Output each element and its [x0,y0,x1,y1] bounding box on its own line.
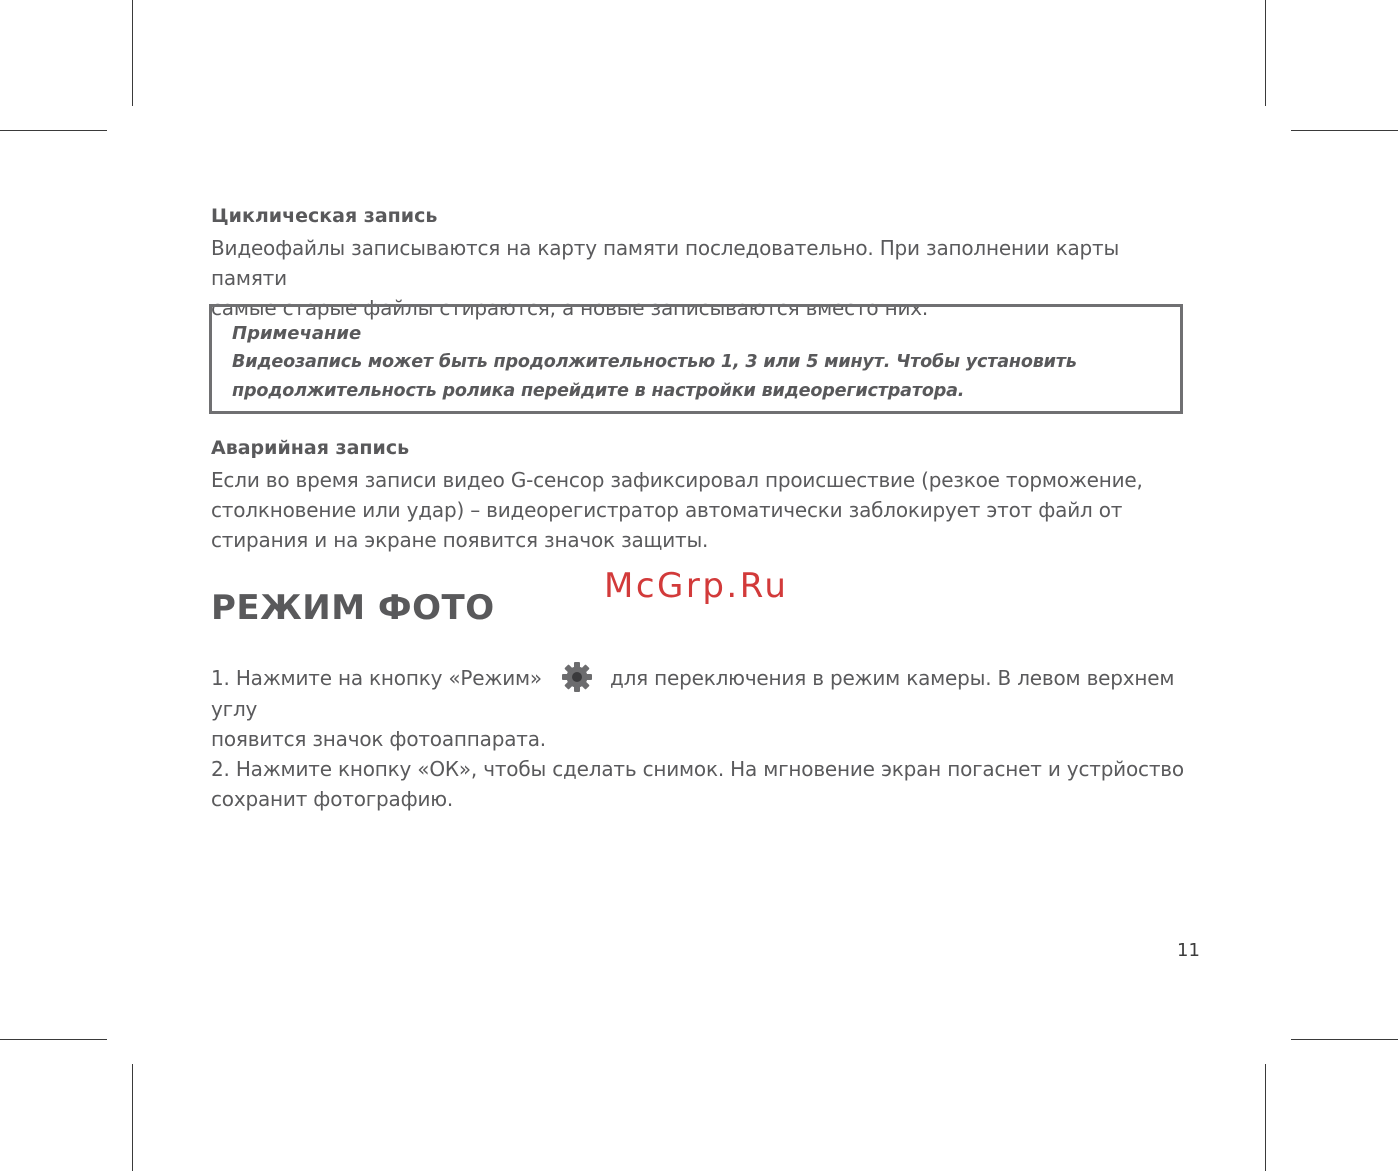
crop-mark-bottom-right-horizontal [1291,1039,1398,1040]
note-line-1: Видеозапись может быть продолжительностью 1, 3 или 5 минут. Чтобы установить [232,352,1077,372]
cyclic-recording-line-2: самые старые файлы стираются, а новые записываются вместо них. [211,296,929,320]
crop-mark-bottom-left-horizontal [0,1039,107,1040]
crop-mark-bottom-left-vertical [132,1064,133,1171]
emergency-recording-heading: Аварийная запись [211,437,410,459]
gear-icon [560,660,594,694]
photo-step-1-text-before-icon: 1. Нажмите на кнопку «Режим» [211,666,542,690]
page-number: 11 [1177,940,1200,961]
emergency-recording-line-3: стирания и на экране появится значок защиты. [211,528,709,552]
note-line-2: продолжительность ролика перейдите в настройки видеорегистратора. [232,381,965,401]
emergency-recording-line-2: столкновение или удар) – видеорегистратор автоматически заблокирует этот файл от [211,498,1123,522]
crop-mark-top-right-vertical [1265,0,1266,106]
photo-step-1-line-1 [211,660,1201,724]
emergency-recording-section [211,432,1191,555]
photo-mode-title: РЕЖИМ ФОТО [211,588,495,628]
cyclic-recording-heading: Циклическая запись [211,205,438,227]
photo-step-2-line-2: сохранит фотографию. [211,787,454,811]
watermark: McGrp.Ru [604,566,789,606]
photo-step-1-text-after-icon: для переключения в режим камеры. В левом верхнем углу [211,666,1175,721]
crop-mark-bottom-right-vertical [1265,1064,1266,1171]
emergency-recording-line-1: Если во время записи видео G-сенсор зафиксировал происшествие (резкое торможение, [211,468,1143,492]
cyclic-recording-line-1: Видеофайлы записываются на карту памяти последовательно. При заполнении карты памяти [211,236,1120,290]
photo-mode-instructions [211,660,1201,814]
note-box [209,304,1183,414]
crop-mark-top-right-horizontal [1291,130,1398,131]
crop-mark-top-left-vertical [132,0,133,106]
photo-step-1-line-2: появится значок фотоаппарата. [211,727,546,751]
crop-mark-top-left-horizontal [0,130,107,131]
photo-step-2-line-1: 2. Нажмите кнопку «ОК», чтобы сделать снимок. На мгновение экран погаснет и устрйоство [211,757,1184,781]
note-title: Примечание [232,323,362,344]
